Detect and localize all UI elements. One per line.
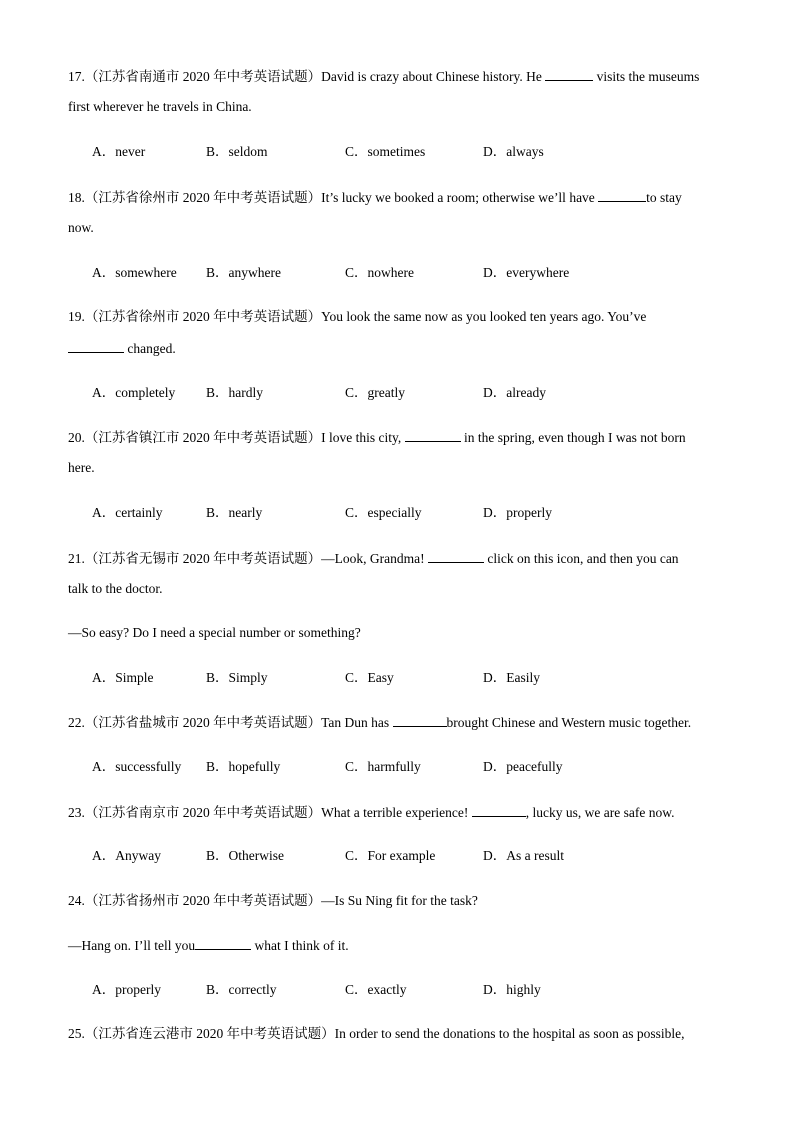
answer-blank bbox=[68, 338, 124, 353]
question-19-option-a: A．completely bbox=[92, 385, 176, 400]
question-19-line2 bbox=[68, 338, 176, 359]
question-17-text-after: visits the museums bbox=[593, 69, 700, 84]
question-22-option-d: D．peacefully bbox=[483, 759, 563, 774]
question-18-stem bbox=[68, 187, 682, 208]
answer-blank bbox=[393, 712, 447, 727]
question-17-option-d: D．always bbox=[483, 144, 544, 159]
question-22-text-after: brought Chinese and Western music together. bbox=[446, 715, 692, 730]
question-19-text: You look the same now as you looked ten years ago. You’ve bbox=[321, 309, 647, 324]
question-17-line2: first wherever he travels in China. bbox=[68, 99, 252, 114]
question-19-text-after: changed. bbox=[124, 341, 176, 356]
question-17-option-c: C．sometimes bbox=[345, 144, 426, 159]
question-18-option-c: C．nowhere bbox=[345, 265, 414, 280]
question-21-option-c: C．Easy bbox=[345, 670, 394, 685]
answer-blank bbox=[598, 187, 646, 202]
question-21-source: 21.（江苏省无锡市 2020 年中考英语试题） bbox=[68, 551, 322, 566]
question-22-option-a: A．successfully bbox=[92, 759, 182, 774]
question-21-stem bbox=[68, 548, 679, 569]
question-20-stem bbox=[68, 427, 686, 448]
question-18-line2: now. bbox=[68, 220, 94, 235]
question-23-option-b: B．Otherwise bbox=[206, 848, 284, 863]
question-21-text-after: click on this icon, and then you can bbox=[483, 551, 679, 566]
question-23-text-after: , lucky us, we are safe now. bbox=[525, 805, 675, 820]
question-17-option-a: A．never bbox=[92, 144, 146, 159]
question-21-line2: talk to the doctor. bbox=[68, 581, 163, 596]
question-21-option-a: A．Simple bbox=[92, 670, 154, 685]
question-19-stem bbox=[68, 307, 646, 327]
question-24-line2-before: —Hang on. I’ll tell you bbox=[68, 938, 196, 953]
question-17-stem bbox=[68, 66, 699, 87]
question-18-option-d: D．everywhere bbox=[483, 265, 570, 280]
question-21-option-d: D．Easily bbox=[483, 670, 540, 685]
question-25-stem bbox=[68, 1024, 684, 1044]
question-24-option-c: C．exactly bbox=[345, 982, 407, 997]
question-17-text: David is crazy about Chinese history. He bbox=[321, 69, 546, 84]
question-22-text: Tan Dun has bbox=[321, 715, 393, 730]
question-21-text: —Look, Grandma! bbox=[321, 551, 428, 566]
question-24-stem bbox=[68, 891, 478, 911]
question-19-option-b: B．hardly bbox=[206, 385, 263, 400]
question-20-line2: here. bbox=[68, 460, 95, 475]
answer-blank bbox=[428, 548, 484, 563]
question-24-option-d: D．highly bbox=[483, 982, 541, 997]
question-24-option-b: B．correctly bbox=[206, 982, 277, 997]
question-19-source: 19.（江苏省徐州市 2020 年中考英语试题） bbox=[68, 309, 322, 324]
question-18-text: It’s lucky we booked a room; otherwise we’ll have bbox=[321, 190, 599, 205]
question-24-text: —Is Su Ning fit for the task? bbox=[321, 893, 478, 908]
answer-blank bbox=[472, 802, 526, 817]
question-17-option-b: B．seldom bbox=[206, 144, 268, 159]
question-22-source: 22.（江苏省盐城市 2020 年中考英语试题） bbox=[68, 715, 322, 730]
question-23-option-c: C．For example bbox=[345, 848, 436, 863]
question-23-option-d: D．As a result bbox=[483, 848, 564, 863]
question-18-source: 18.（江苏省徐州市 2020 年中考英语试题） bbox=[68, 190, 322, 205]
question-20-option-c: C．especially bbox=[345, 505, 422, 520]
question-21-option-b: B．Simply bbox=[206, 670, 268, 685]
question-20-option-b: B．nearly bbox=[206, 505, 263, 520]
question-24-option-a: A．properly bbox=[92, 982, 161, 997]
question-18-option-a: A．somewhere bbox=[92, 265, 177, 280]
question-22-option-c: C．harmfully bbox=[345, 759, 421, 774]
question-20-text-after: in the spring, even though I was not born bbox=[460, 430, 686, 445]
question-22-option-b: B．hopefully bbox=[206, 759, 281, 774]
question-20-option-a: A．certainly bbox=[92, 505, 163, 520]
question-24-line2-after: what I think of it. bbox=[251, 938, 349, 953]
question-23-option-a: A．Anyway bbox=[92, 848, 161, 863]
question-22-stem bbox=[68, 712, 691, 733]
question-18-option-b: B．anywhere bbox=[206, 265, 281, 280]
answer-blank bbox=[405, 427, 461, 442]
question-19-option-c: C．greatly bbox=[345, 385, 405, 400]
question-23-text: What a terrible experience! bbox=[321, 805, 472, 820]
question-23-source: 23.（江苏省南京市 2020 年中考英语试题） bbox=[68, 805, 322, 820]
question-24-line2 bbox=[68, 935, 349, 956]
question-18-text-after: to stay bbox=[646, 190, 682, 205]
question-20-option-d: D．properly bbox=[483, 505, 552, 520]
question-17-source: 17.（江苏省南通市 2020 年中考英语试题） bbox=[68, 69, 322, 84]
answer-blank bbox=[545, 66, 593, 81]
question-25-source: 25.（江苏省连云港市 2020 年中考英语试题） bbox=[68, 1026, 335, 1041]
question-20-text: I love this city, bbox=[321, 430, 405, 445]
question-20-source: 20.（江苏省镇江市 2020 年中考英语试题） bbox=[68, 430, 322, 445]
question-25-text: In order to send the donations to the hospital as soon as possible, bbox=[334, 1026, 685, 1041]
answer-blank bbox=[195, 935, 251, 950]
question-24-source: 24.（江苏省扬州市 2020 年中考英语试题） bbox=[68, 893, 322, 908]
question-21-line3: —So easy? Do I need a special number or something? bbox=[68, 625, 361, 640]
question-19-option-d: D．already bbox=[483, 385, 546, 400]
question-23-stem bbox=[68, 802, 674, 823]
